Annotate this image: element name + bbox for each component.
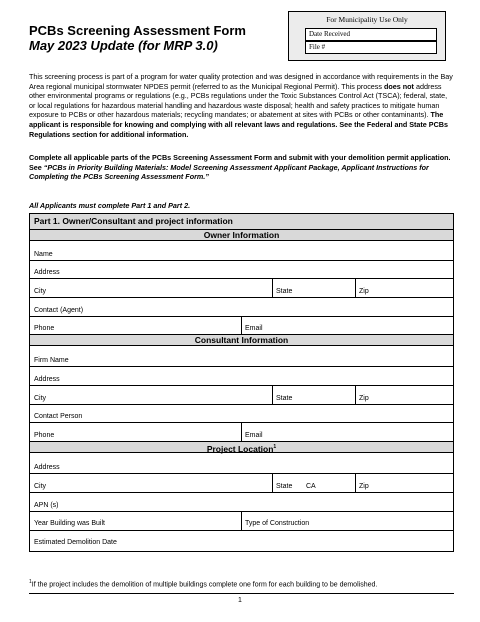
owner-name-label: Name xyxy=(34,251,53,258)
owner-info-heading: Owner Information xyxy=(30,229,453,241)
owner-phone-label: Phone xyxy=(34,325,55,332)
owner-city-label: City xyxy=(34,288,47,295)
form-title: PCBs Screening Assessment Form xyxy=(29,23,246,38)
consultant-firm-label: Firm Name xyxy=(34,357,69,364)
consultant-info-heading: Consultant Information xyxy=(30,334,453,346)
part1-form xyxy=(29,213,454,552)
municipality-use-box xyxy=(288,11,446,61)
project-address-label: Address xyxy=(34,464,60,471)
owner-state-label: State xyxy=(276,288,293,295)
project-city-label: City xyxy=(34,483,47,490)
consultant-address-label: Address xyxy=(34,376,60,383)
form-subtitle: May 2023 Update (for MRP 3.0) xyxy=(29,38,218,53)
consultant-contact-label: Contact Person xyxy=(34,413,83,420)
owner-address-label: Address xyxy=(34,269,60,276)
apn-label: APN (s) xyxy=(34,502,59,509)
owner-email-label: Email xyxy=(245,325,263,332)
year-built-label: Year Building was Built xyxy=(34,520,105,527)
file-number-field[interactable]: File # xyxy=(305,41,437,54)
municipality-box-heading: For Municipality Use Only xyxy=(326,15,408,24)
project-zip-label: Zip xyxy=(359,483,369,490)
consultant-state-label: State xyxy=(276,395,293,402)
owner-zip-label: Zip xyxy=(359,288,369,295)
page-number: 1 xyxy=(238,597,242,604)
footer-rule xyxy=(29,593,454,594)
consultant-email-label: Email xyxy=(245,432,263,439)
consultant-zip-label: Zip xyxy=(359,395,369,402)
consultant-phone-label: Phone xyxy=(34,432,55,439)
all-applicants-note: All Applicants must complete Part 1 and Part 2. xyxy=(29,201,191,210)
project-state-value: CA xyxy=(306,483,316,490)
consultant-city-label: City xyxy=(34,395,47,402)
footnote: $^1$If the project includes the demolition of multiple buildings complete one form for each building to be demolished. xyxy=(29,579,378,589)
part1-title: Part 1. Owner/Consultant and project information xyxy=(30,214,453,230)
instructions-paragraph: Complete all applicable parts of the PCBs Screening Assessment Form and submit with your demolition permit application. See “PCBs in Priority Building Materials: Model Screening Assessment Applicant Package, Applicant Instructions for Completing the PCBs Screening Assessment Form.” xyxy=(29,153,451,182)
construction-type-label: Type of Construction xyxy=(245,520,310,527)
owner-contact-label: Contact (Agent) xyxy=(34,307,84,314)
intro-paragraph: This screening process is part of a program for water quality protection and was designed in accordance with requirements in the Bay Area regional municipal stormwater NPDES permit (referred to as the Municipal Regional Permit). This process does not address other environmental programs or regulations (e.g., PCBs regulations under the Toxic Substances Control Act (TSCA); federal, state, or local regulations for hazardous material handling and hazardous waste disposal; health and safety practices to mitigate human exposure to PCBs or other hazardous materials; recycling mandates; or abatement at sites with PCBs or other contaminants). The applicant is responsible for knowing and complying with all relevant laws and regulations. See the Federal and State PCBs Regulations section for additional information. xyxy=(29,72,453,139)
demolition-date-label: Estimated Demolition Date xyxy=(34,539,117,546)
project-location-heading: Project Location$^1$ xyxy=(30,441,453,453)
date-received-field[interactable]: Date Received xyxy=(305,28,437,41)
project-state-label: State xyxy=(276,483,293,490)
